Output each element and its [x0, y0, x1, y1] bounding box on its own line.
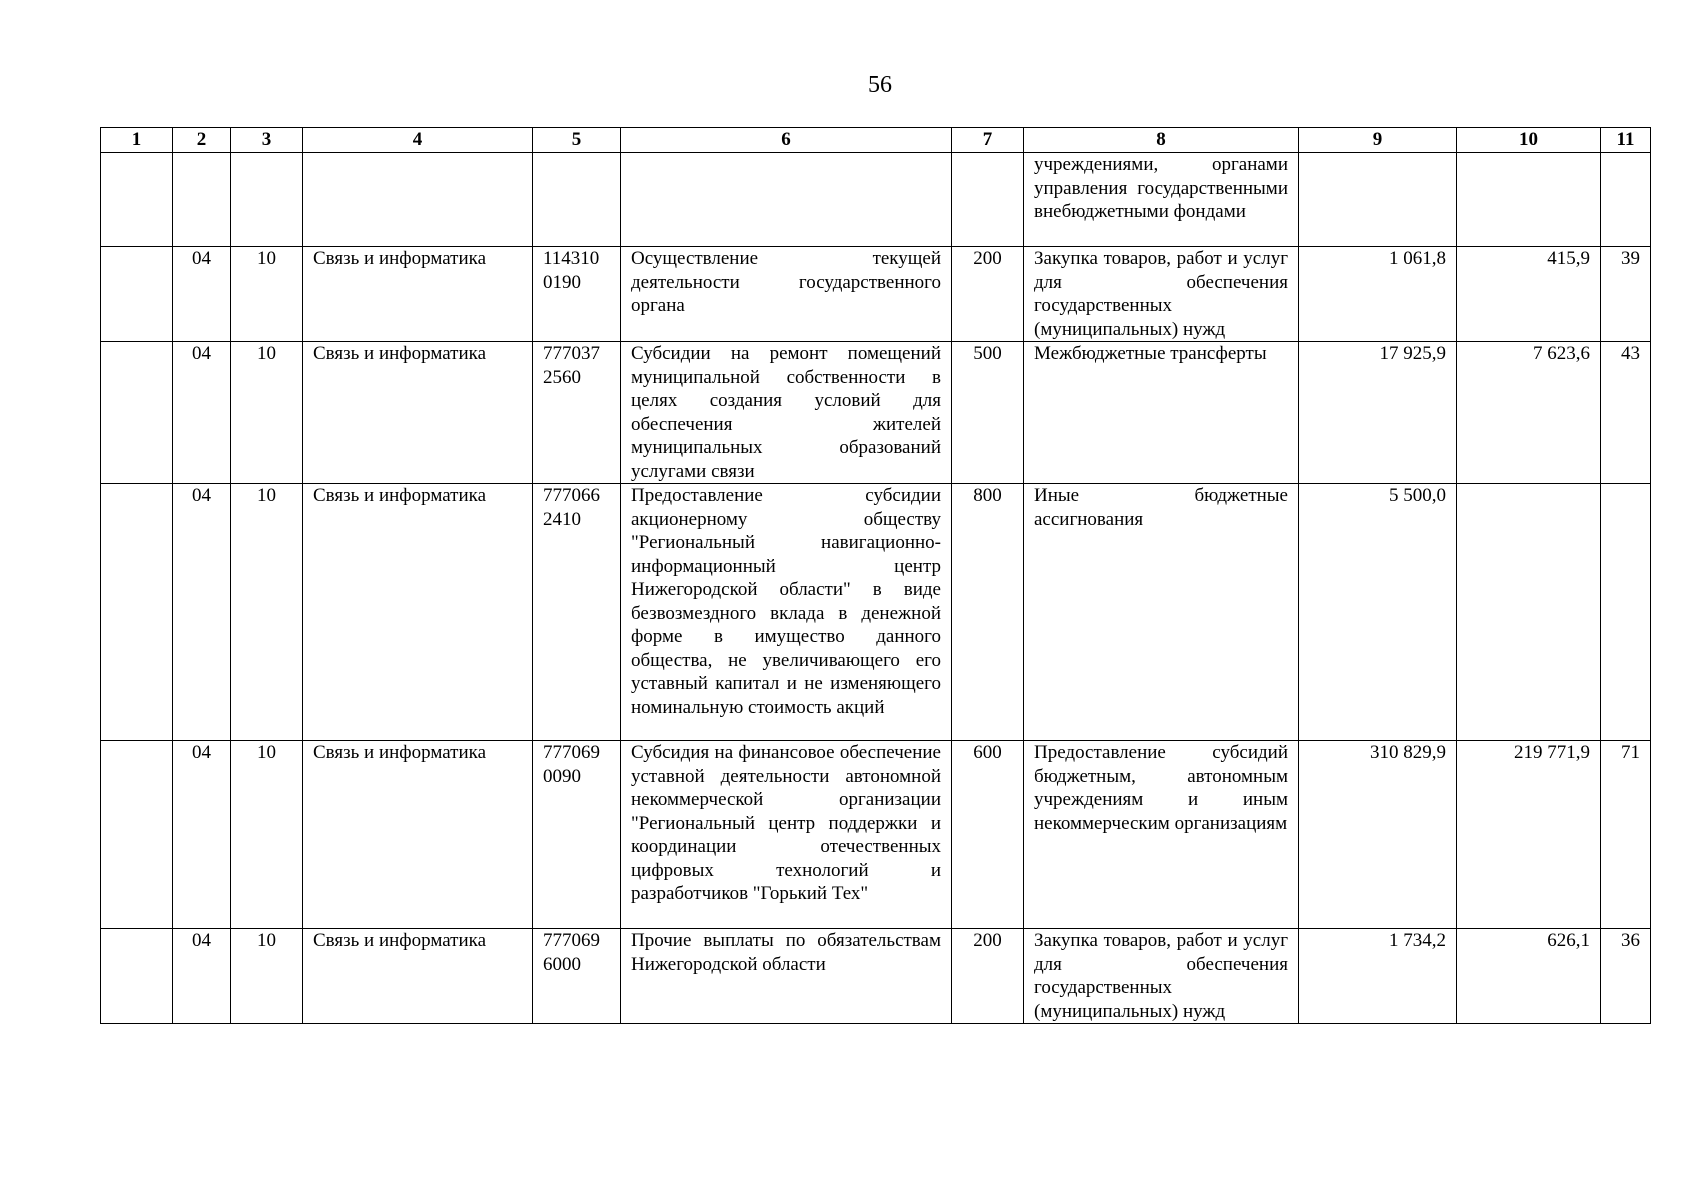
cell-subsection: 10: [231, 484, 303, 741]
cell-expense-type-name: Закупка товаров, работ и услуг для обеспечения государственных (муниципальных) нужд: [1024, 929, 1299, 1024]
cell-target-description: Предоставление субсидии акционерному обществу "Региональный навигационно-информационный центр Нижегородской области" в виде безвозмездного вклада в денежной форме в имущество данного общества, не увеличивающего его уставный капитал и не изменяющего номинальную стоимость акций: [621, 484, 952, 741]
cell-expense-type-code: [952, 153, 1024, 247]
column-header: 1: [101, 128, 173, 153]
target-code-part2: 6000: [543, 953, 581, 975]
cell-amount-actual: [1457, 484, 1601, 741]
cell-number: [101, 247, 173, 342]
cell-expense-type-name: Межбюджетные трансферты: [1024, 342, 1299, 484]
cell-percent: 39: [1601, 247, 1651, 342]
cell-subsection: 10: [231, 342, 303, 484]
cell-number: [101, 929, 173, 1024]
cell-percent: 71: [1601, 741, 1651, 929]
cell-subsection-name: [303, 153, 533, 247]
cell-target-code: [533, 741, 621, 929]
cell-target-description: [621, 153, 952, 247]
cell-section: 04: [173, 929, 231, 1024]
cell-percent: 43: [1601, 342, 1651, 484]
cell-target-description: Субсидии на ремонт помещений муниципальной собственности в целях создания условий для обеспечения жителей муниципальных образований услугами связи: [621, 342, 952, 484]
cell-amount-plan: 310 829,9: [1299, 741, 1457, 929]
column-header: 2: [173, 128, 231, 153]
cell-target-description: Субсидия на финансовое обеспечение уставной деятельности автономной некоммерческой организации "Региональный центр поддержки и координации отечественных цифровых технологий и разработчиков "Горький Тех": [621, 741, 952, 929]
cell-section: 04: [173, 484, 231, 741]
cell-expense-type-name: Предоставление субсидий бюджетным, автономным учреждениям и иным некоммерческим организациям: [1024, 741, 1299, 929]
cell-expense-type-code: 200: [952, 929, 1024, 1024]
column-header: 7: [952, 128, 1024, 153]
cell-expense-type-name: Иные бюджетные ассигнования: [1024, 484, 1299, 741]
target-code-part2: 0190: [543, 271, 581, 293]
cell-amount-actual: [1457, 153, 1601, 247]
column-header: 9: [1299, 128, 1457, 153]
column-header: 8: [1024, 128, 1299, 153]
cell-expense-type-name: Закупка товаров, работ и услуг для обеспечения государственных (муниципальных) нужд: [1024, 247, 1299, 342]
table-row: [101, 247, 1651, 342]
cell-number: [101, 484, 173, 741]
cell-target-code: [533, 153, 621, 247]
cell-subsection-name: Связь и информатика: [303, 741, 533, 929]
cell-percent: [1601, 153, 1651, 247]
table-row: [101, 342, 1651, 484]
cell-amount-actual: 415,9: [1457, 247, 1601, 342]
cell-amount-actual: 219 771,9: [1457, 741, 1601, 929]
cell-target-code: [533, 247, 621, 342]
cell-target-code: [533, 929, 621, 1024]
cell-subsection: [231, 153, 303, 247]
cell-expense-type-code: 200: [952, 247, 1024, 342]
column-header: 10: [1457, 128, 1601, 153]
cell-amount-plan: [1299, 153, 1457, 247]
target-code-part2: 2410: [543, 508, 581, 530]
cell-section: 04: [173, 247, 231, 342]
target-code-part1: 777069: [543, 930, 600, 951]
cell-subsection-name: Связь и информатика: [303, 929, 533, 1024]
column-header: 4: [303, 128, 533, 153]
cell-number: [101, 342, 173, 484]
column-header: 5: [533, 128, 621, 153]
cell-expense-type-code: 600: [952, 741, 1024, 929]
budget-table: [100, 127, 1651, 1024]
cell-subsection: 10: [231, 741, 303, 929]
target-code-part2: 2560: [543, 366, 581, 388]
cell-expense-type-code: 500: [952, 342, 1024, 484]
cell-amount-plan: 1 061,8: [1299, 247, 1457, 342]
cell-subsection-name: Связь и информатика: [303, 247, 533, 342]
cell-target-description: Осуществление текущей деятельности государственного органа: [621, 247, 952, 342]
column-header: 3: [231, 128, 303, 153]
target-code-part1: 114310: [543, 248, 600, 269]
cell-target-code: [533, 484, 621, 741]
cell-amount-actual: 626,1: [1457, 929, 1601, 1024]
cell-amount-plan: 5 500,0: [1299, 484, 1457, 741]
cell-percent: 36: [1601, 929, 1651, 1024]
table-row: [101, 153, 1651, 247]
cell-subsection-name: Связь и информатика: [303, 484, 533, 741]
cell-percent: [1601, 484, 1651, 741]
cell-target-code: [533, 342, 621, 484]
header-row: [101, 128, 1651, 153]
cell-section: 04: [173, 741, 231, 929]
cell-amount-actual: 7 623,6: [1457, 342, 1601, 484]
cell-number: [101, 741, 173, 929]
cell-amount-plan: 17 925,9: [1299, 342, 1457, 484]
target-code-part1: 777069: [543, 742, 600, 763]
table-row: [101, 741, 1651, 929]
cell-section: [173, 153, 231, 247]
table-row: [101, 929, 1651, 1024]
page-number: 56: [868, 72, 892, 98]
cell-amount-plan: 1 734,2: [1299, 929, 1457, 1024]
target-code-part1: 777037: [543, 343, 600, 364]
cell-section: 04: [173, 342, 231, 484]
target-code-part1: 777066: [543, 485, 600, 506]
cell-subsection: 10: [231, 929, 303, 1024]
column-header: 11: [1601, 128, 1651, 153]
column-header: 6: [621, 128, 952, 153]
target-code-part2: 0090: [543, 765, 581, 787]
cell-number: [101, 153, 173, 247]
table-row: [101, 484, 1651, 741]
cell-subsection-name: Связь и информатика: [303, 342, 533, 484]
cell-expense-type-code: 800: [952, 484, 1024, 741]
cell-target-description: Прочие выплаты по обязательствам Нижегородской области: [621, 929, 952, 1024]
cell-subsection: 10: [231, 247, 303, 342]
cell-expense-type-name: учреждениями, органами управления государственными внебюджетными фондами: [1024, 153, 1299, 247]
